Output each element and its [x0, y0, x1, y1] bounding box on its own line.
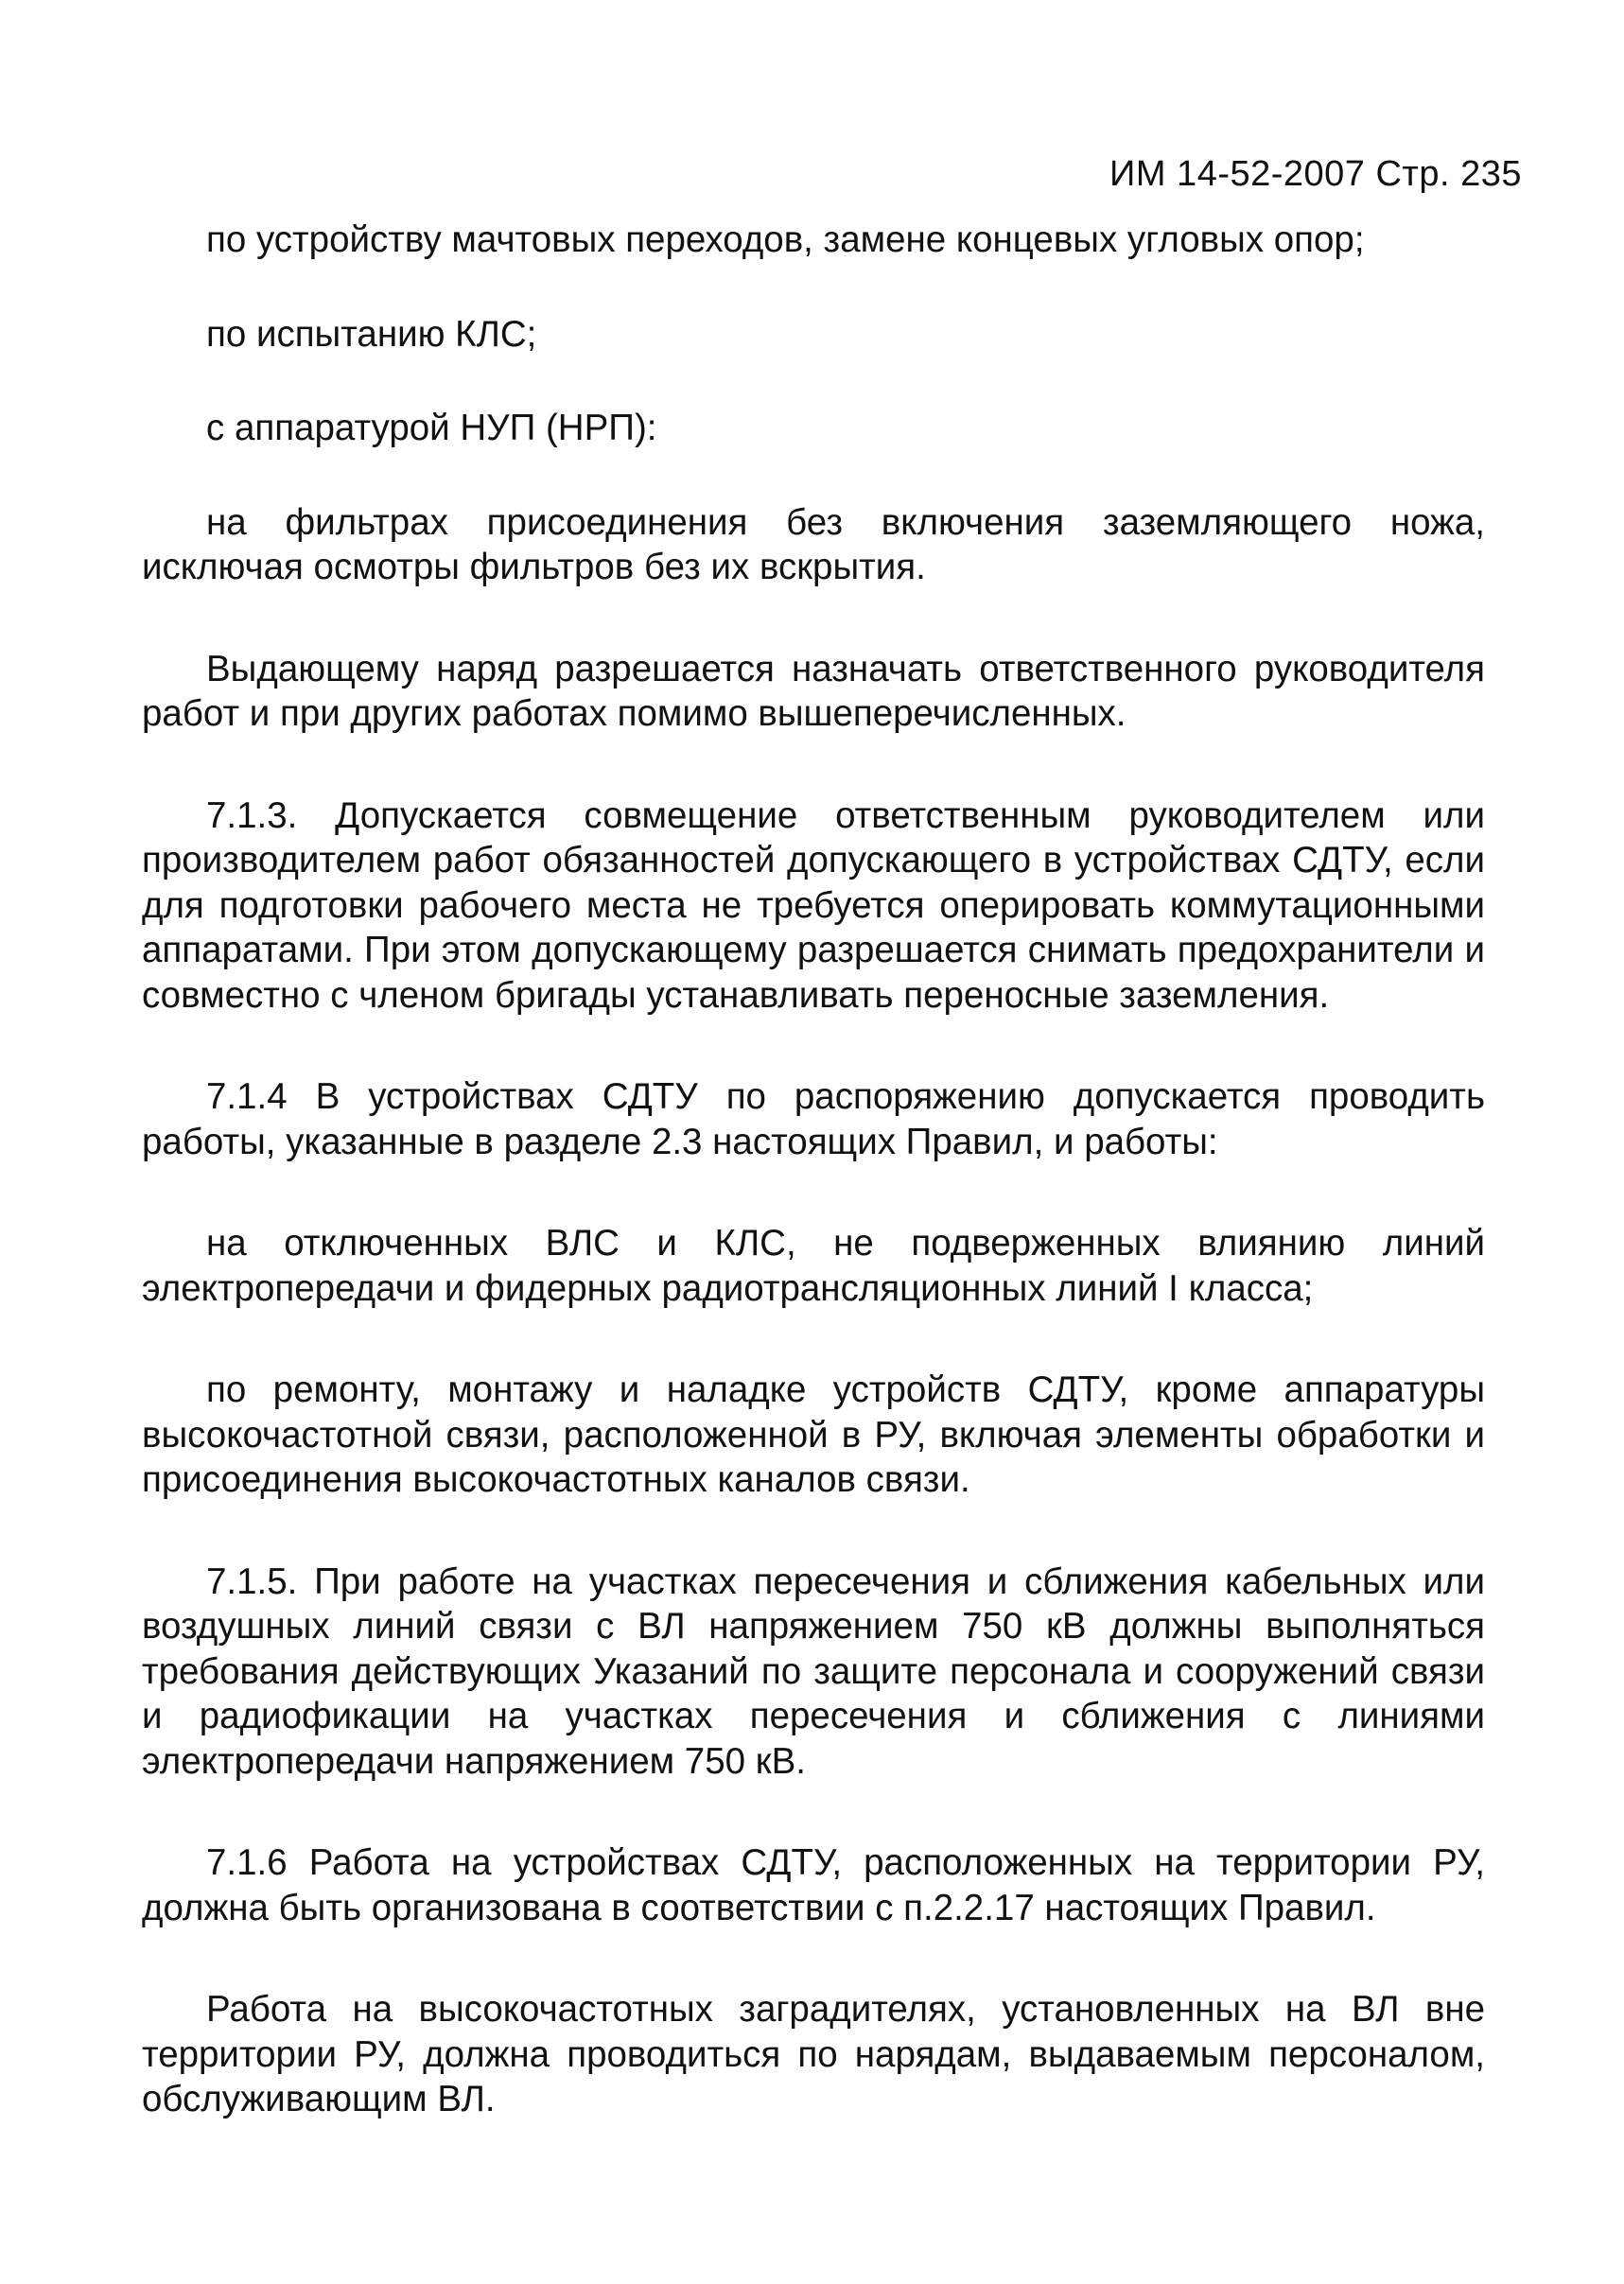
paragraph-7-1-3: 7.1.3. Допускается совмещение ответственным руководителем или производителем работ обязанностей допускающего в устройствах СДТУ, если для подготовки рабочего места не требуется оперировать коммутационными аппаратами. При этом допускающему разрешается снимать предохранители и совместно с членом бригады устанавливать переносные заземления. — [142, 794, 1485, 1016]
paragraph-disconnected-lines: на отключенных ВЛС и КЛС, не подверженных влиянию линий электропередачи и фидерных радиотрансляционных линий I класса; — [142, 1223, 1485, 1309]
paragraph-7-1-5: 7.1.5. При работе на участках пересечения и сближения кабельных или воздушных линий связи с ВЛ напряжением 750 кВ должны выполняться требования действующих Указаний по защите персонала и сооружений связи и радиофикации на участках пересечения и сближения с линиями электропередачи напряжением 750 кВ. — [142, 1560, 1485, 1782]
paragraph-nup-equipment: с аппаратурой НУП (НРП): — [206, 408, 657, 448]
paragraph-mast-crossings: по устройству мачтовых переходов, замене концевых угловых опор; — [206, 219, 1365, 260]
paragraph-work-permit-issuer: Выдающему наряд разрешается назначать ответственного руководителя работ и при других работах помимо вышеперечисленных. — [142, 648, 1485, 734]
paragraph-connection-filters: на фильтрах присоединения без включения заземляющего ножа, исключая осмотры фильтров без их вскрытия. — [142, 501, 1485, 587]
paragraph-7-1-4: 7.1.4 В устройствах СДТУ по распоряжению допускается проводить работы, указанные в разделе 2.3 настоящих Правил, и работы: — [142, 1076, 1485, 1162]
document-body — [142, 218, 1485, 2122]
paragraph-kls-testing: по испытанию КЛС; — [206, 313, 537, 355]
page-header: ИМ 14-52-2007 Стр. 235 — [1109, 154, 1522, 194]
paragraph-7-1-6: 7.1.6 Работа на устройствах СДТУ, расположенных на территории РУ, должна быть организована в соответствии с п.2.2.17 настоящих Правил. — [142, 1842, 1485, 1928]
paragraph-repair-installation: по ремонту, монтажу и наладке устройств СДТУ, кроме аппаратуры высокочастотной связи, расположенной в РУ, включая элементы обработки и присоединения высокочастотных каналов связи. — [142, 1369, 1485, 1500]
paragraph-hf-traps: Работа на высокочастотных заградителях, установленных на ВЛ вне территории РУ, должна проводиться по нарядам, выдаваемым персоналом, обслуживающим ВЛ. — [142, 1989, 1485, 2119]
